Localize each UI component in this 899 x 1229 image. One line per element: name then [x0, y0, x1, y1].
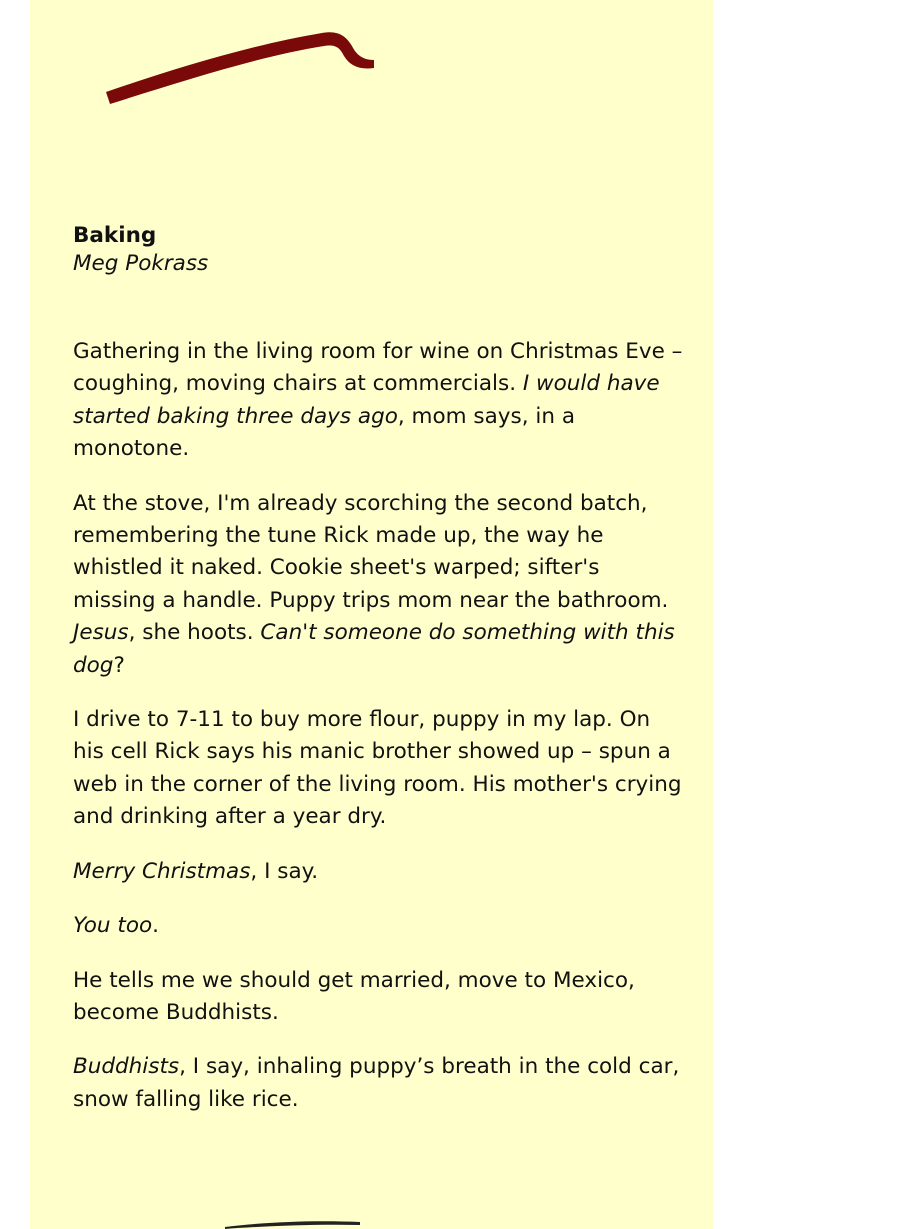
- paragraph-7-text: , I say, inhaling puppy’s breath in the cold car, snow falling like rice.: [73, 1054, 680, 1112]
- red-brush-stroke-icon: [60, 0, 390, 120]
- story-body: [73, 336, 683, 1116]
- paragraph-5: [73, 910, 683, 942]
- paragraph-7-italic: Buddhists: [73, 1054, 180, 1080]
- paragraph-4-italic: Merry Christmas: [73, 858, 251, 884]
- paragraph-4: [73, 856, 683, 888]
- paragraph-2-text-e: ?: [113, 652, 125, 678]
- paragraph-1-italic-quote: I would have started baking three days ago: [73, 371, 660, 429]
- story-content: [73, 222, 683, 1138]
- paragraph-1-text-a: Gathering in the living room for wine on Christmas Eve – coughing, moving chairs at commercials.: [73, 339, 683, 397]
- page-panel: [30, 0, 713, 1229]
- paragraph-7: [73, 1051, 683, 1116]
- paragraph-5-text: .: [152, 913, 159, 939]
- paragraph-2-italic-question: Can't someone do something with this dog: [73, 620, 675, 678]
- paragraph-1-text-c: , mom says, in a monotone.: [73, 403, 576, 462]
- paragraph-5-italic: You too: [73, 913, 153, 939]
- paragraph-1: [73, 336, 683, 466]
- paragraph-3: I drive to 7-11 to buy more flour, puppy in my lap. On his cell Rick says his manic brother showed up – spun a web in the corner of the living room. His mother's crying and drinking after a year dry.: [73, 707, 682, 830]
- paragraph-2: [73, 488, 683, 682]
- paragraph-2-text-c: , she hoots.: [128, 620, 261, 646]
- dark-brush-stroke-icon: [225, 1218, 365, 1229]
- paragraph-2-italic-jesus: Jesus: [73, 620, 129, 646]
- story-author: Meg Pokrass: [73, 251, 209, 276]
- story-title: Baking: [73, 223, 157, 248]
- paragraph-4-text: , I say.: [250, 858, 319, 884]
- paragraph-2-text-a: At the stove, I'm already scorching the second batch, remembering the tune Rick made up, the way he whistled it naked. Cookie sheet's warped; sifter's missing a handle. Puppy trips mom near the bathroom.: [73, 490, 669, 613]
- paragraph-6: He tells me we should get married, move to Mexico, become Buddhists.: [73, 967, 635, 1025]
